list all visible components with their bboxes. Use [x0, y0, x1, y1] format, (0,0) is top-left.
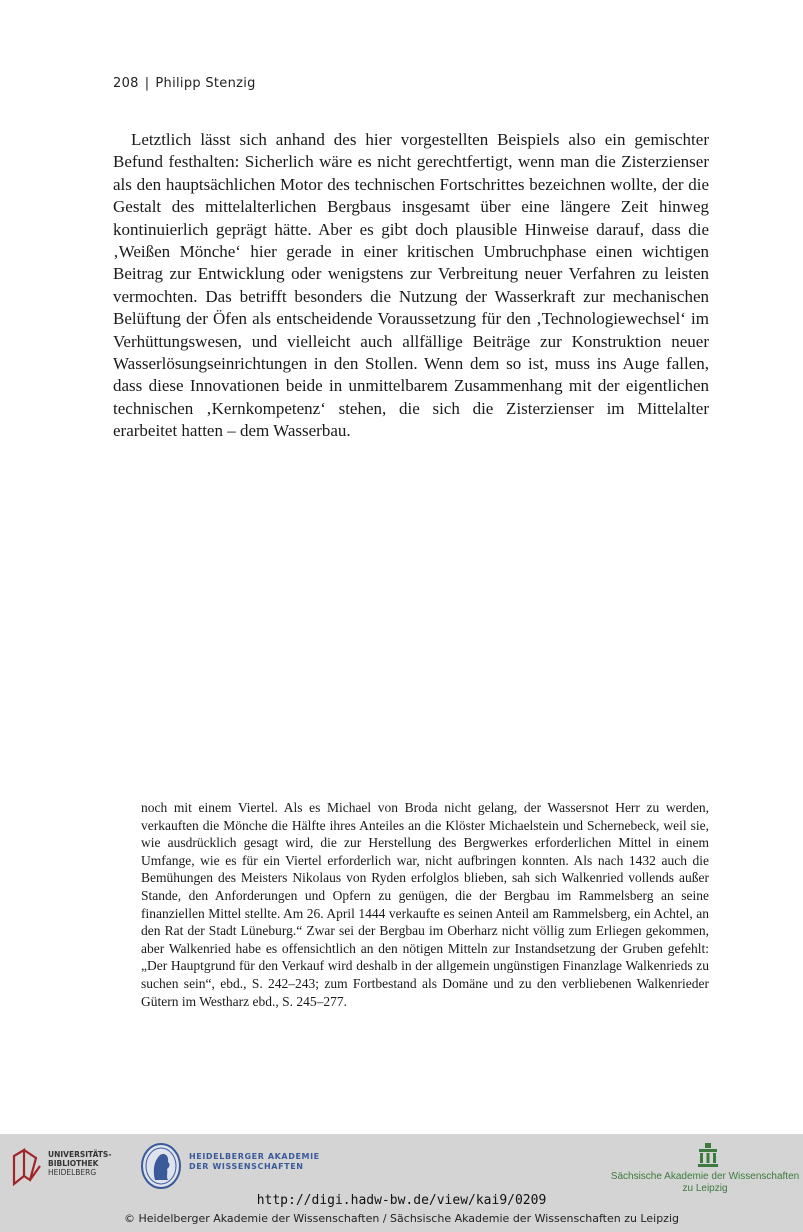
body-paragraph: Letztlich lässt sich anhand des hier vorgestellten Beispiels also ein gemischter Befund festhalten: Sicherlich wäre es nicht gerechtfertigt, wenn man die Zisterzienser als den hauptsächlichen Motor des technischen Fortschrittes bezeichnen wollte, der die Gestalt des mittelalterlichen Bergbaus insgesamt über eine längere Zeit hinweg kontinuierlich geprägt hätte. Aber es gibt doch plausible Hinweise darauf, dass die ‚Weißen Mönche‘ hier gerade in einer kritischen Umbruchphase einen wichtigen Beitrag zur Entwicklung oder wenigstens zur Verbreitung neuer Verfahren zu leisten vermochten. Das betrifft besonders die Nutzung der Wasserkraft zur mechanischen Belüftung der Öfen als entscheidende Voraussetzung für den ‚Technologiewechsel‘ im Verhüttungswesen, und vielleicht auch allfällige Beiträge zur Konstruktion neuer Wasserlösungseinrichtungen in den Stollen. Wenn dem so ist, muss ins Auge fallen, dass diese Innovationen beide in unmittelbarem Zusammenhang mit der eigentlichen technischen ‚Kernkompetenz‘ stehen, die sich die Zisterzienser im Mittelalter erarbeitet hatten – dem Wasserbau.	[113, 130, 709, 441]
saw-wordmark	[610, 1171, 800, 1195]
hadw-wordmark	[189, 1152, 320, 1172]
ub-line2: BIBLIOTHEK	[48, 1159, 99, 1168]
author-name: Philipp Stenzig	[155, 76, 256, 91]
page-number: 208	[113, 76, 139, 91]
ub-heidelberg-logo-icon	[10, 1146, 44, 1186]
running-head	[113, 76, 256, 91]
ub-heidelberg-wordmark	[48, 1150, 111, 1177]
hadw-seal-icon	[140, 1142, 182, 1190]
hadw-line1: HEIDELBERGER AKADEMIE	[189, 1152, 320, 1161]
footnote-text: noch mit einem Viertel. Als es Michael von Broda nicht gelang, der Wassersnot Herr zu werden, verkauften die Mönche die Hälfte ihres Anteiles an die Klöster Michaelstein und Schernebeck, weil sie, wie ausdrücklich gesagt wird, die zur Herstellung des Bergwerkes erforderlichen Mittel in einem Umfange, wie es für ein Viertel erforderlich war, nicht aufbringen konnten. Als nach 1432 auch die Bemühungen des Meisters Nikolaus von Ryden erfolglos blieben, sah sich Walkenried vollends außer Stande, den Anforderungen und Opfern zu genügen, die der Bergbau im Rammelsberg an seine finanziellen Mittel stellte. Am 26. April 1444 verkaufte es seinen Anteil am Rammelsberg, ein Achtel, an den Rat der Stadt Lüneburg.“ Zwar sei der Bergbau im Oberharz nicht völlig zum Erliegen gekommen, aber Walkenried habe es offensichtlich an den nötigen Mitteln zur Instandsetzung der Gruben gefehlt: „Der Hauptgrund für den Verkauf wird deshalb in der allgemein ungünstigen Finanzlage Walkenrieds zu suchen sein“, ebd., S. 242–243; zum Fortbestand als Domäne und zu den verbliebenen Walkenrieder Gütern im Westharz ebd., S. 245–277.	[141, 800, 709, 1009]
saw-line2: zu Leipzig	[682, 1183, 728, 1194]
hadw-line2: DER WISSENSCHAFTEN	[189, 1162, 304, 1171]
header-separator: |	[144, 76, 150, 91]
digitization-footer	[0, 1134, 803, 1232]
ub-line1: UNIVERSITÄTS-	[48, 1150, 112, 1159]
copyright-notice: © Heidelberger Akademie der Wissenschaften / Sächsische Akademie der Wissenschaften zu Leipzig	[123, 1212, 679, 1225]
permalink-url[interactable]: http://digi.hadw-bw.de/view/kai9/0209	[256, 1193, 547, 1208]
saw-line1: Sächsische Akademie der Wissenschaften	[610, 1171, 800, 1182]
saw-leipzig-logo-icon	[697, 1142, 719, 1168]
ub-line3: HEIDELBERG	[48, 1168, 97, 1177]
